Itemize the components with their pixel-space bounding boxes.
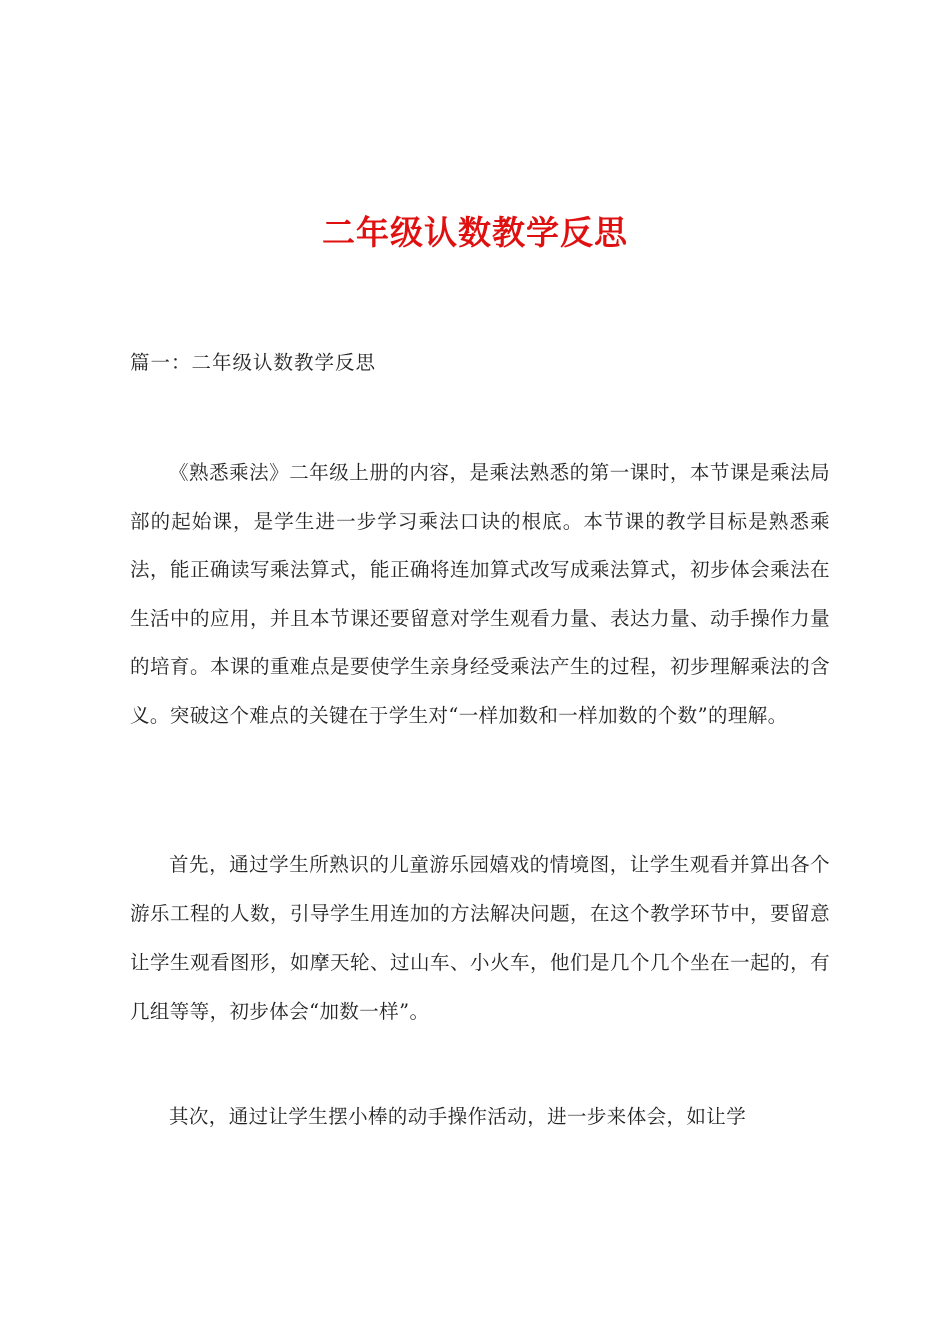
paragraph-1: 《熟悉乘法》二年级上册的内容，是乘法熟悉的第一课时，本节课是乘法局部的起始课，是学生进一步学习乘法口诀的根底。本节课的教学目标是熟悉乘法，能正确读写乘法算式，能正确将连加算式改写成乘法算式，初步体会乘法在生活中的应用，并且本节课还要留意对学生观看力量、表达力量、动手操作力量的培育。本课的重难点是要使学生亲身经受乘法产生的过程，初步理解乘法的含义。突破这个难点的关键在于学生对“一样加数和一样加数的个数”的理解。: [130, 461, 830, 727]
paragraph-2: 首先，通过学生所熟识的儿童游乐园嬉戏的情境图，让学生观看并算出各个游乐工程的人数，引导学生用连加的方法解决问题，在这个教学环节中，要留意让学生观看图形，如摩天轮、过山车、小火车，他们是几个几个坐在一起的，有几组等等，初步体会“加数一样”。: [130, 853, 830, 1023]
section-heading: 篇一：二年级认数教学反思: [130, 351, 377, 374]
paragraph-3: 其次，通过让学生摆小棒的动手操作活动，进一步来体会，如让学: [169, 1105, 747, 1128]
document-title: 二年级认数教学反思: [322, 213, 628, 252]
